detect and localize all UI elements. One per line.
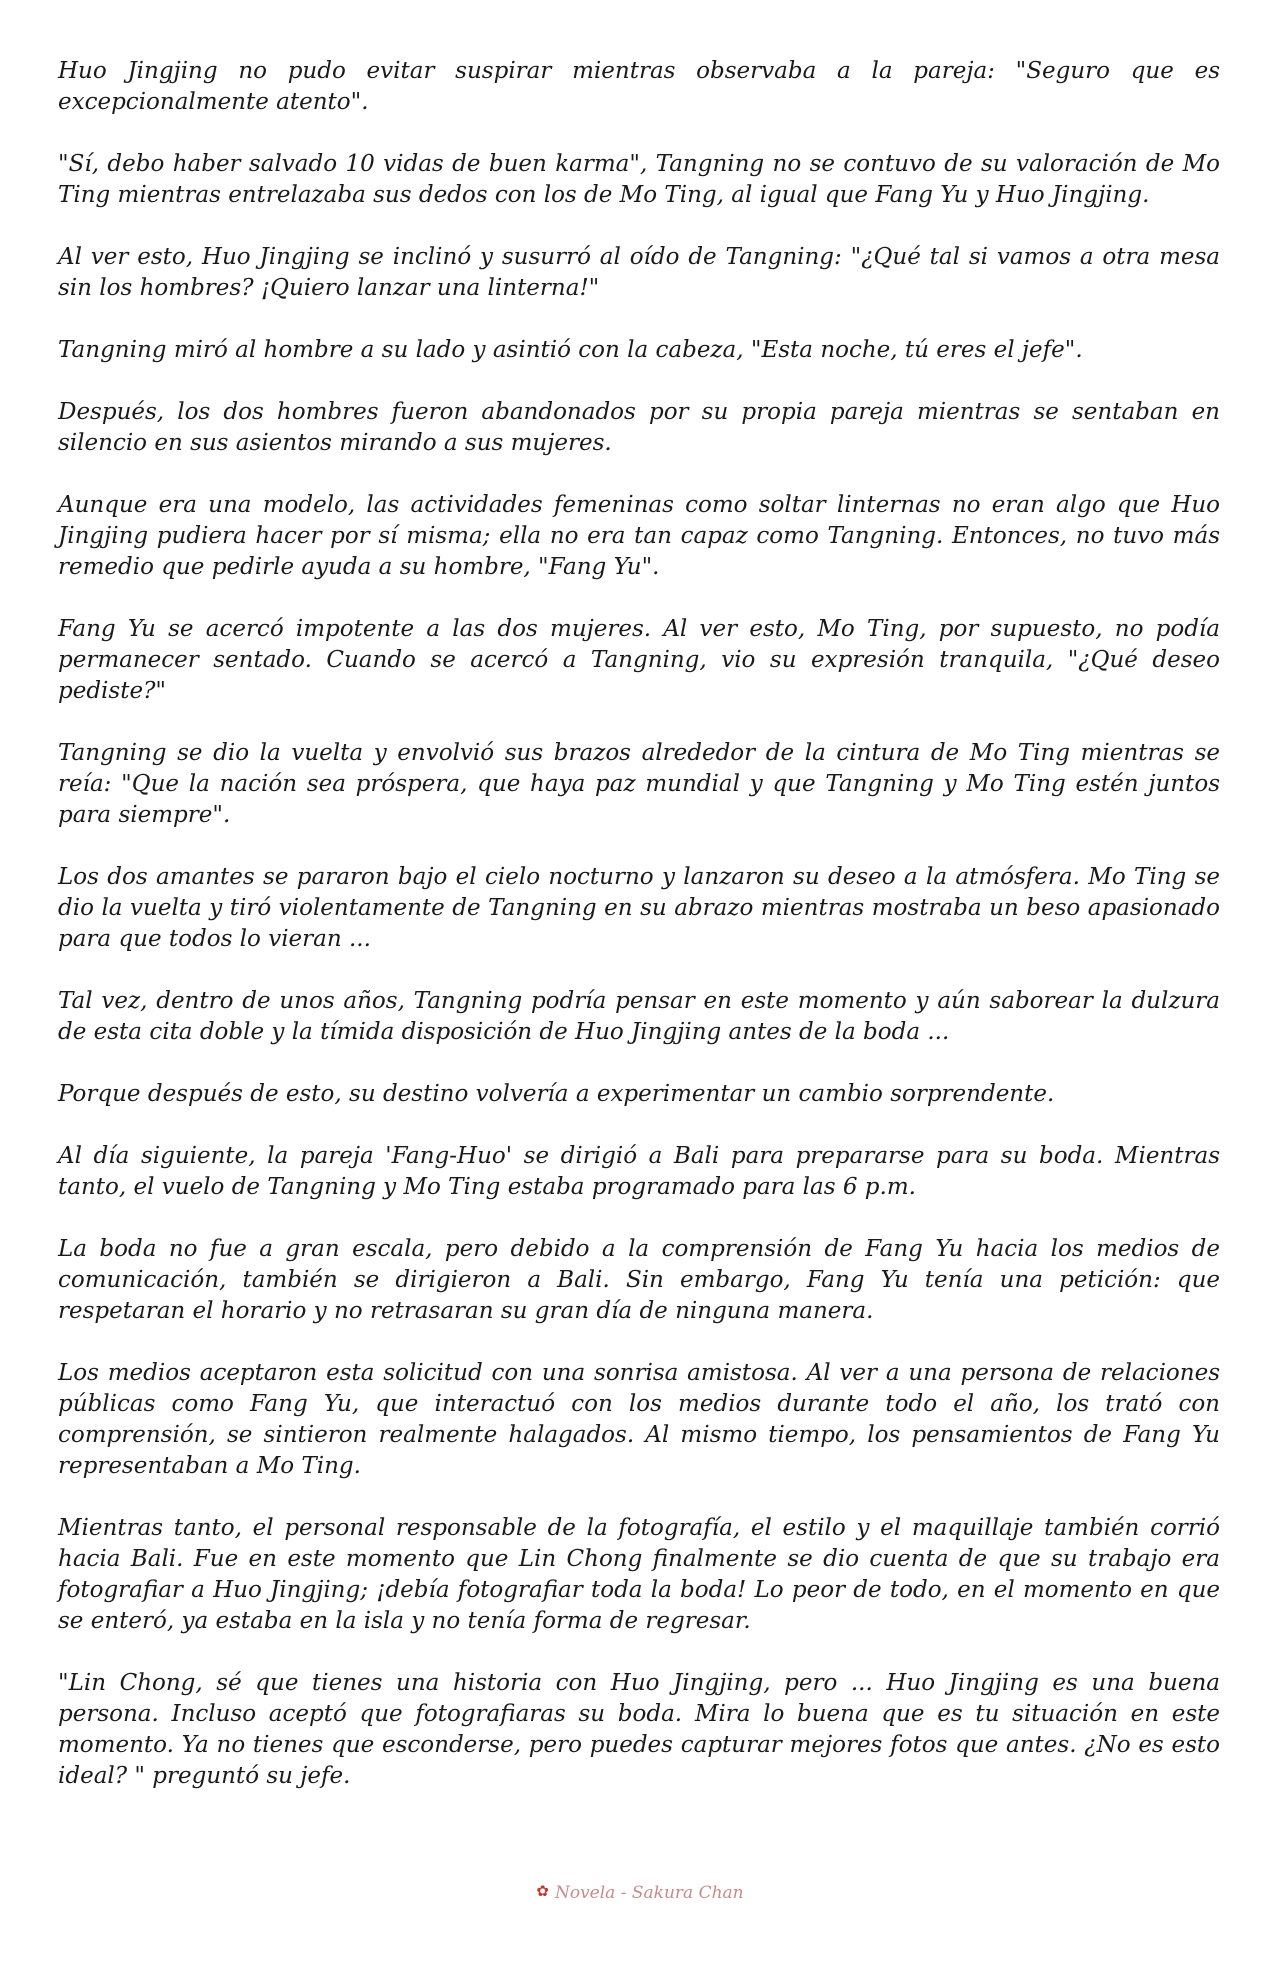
paragraph-15: Mientras tanto, el personal responsable de la fotografía, el estilo y el maquillaje también corrió hacia Bali. Fue en este momento que Lin Chong finalmente se dio cuenta de que su trabajo era fotografiar a Huo Jingjing; ¡debía fotografiar toda la boda! Lo peor de todo, en el momento en que se enteró, ya estaba en la isla y no tenía forma de regresar. [58, 1515, 1220, 1634]
paragraph-4: Tangning miró al hombre a su lado y asintió con la cabeza, "Esta noche, tú eres el jefe". [58, 337, 1083, 363]
watermark-text: Novela - Sakura Chan [554, 1883, 744, 1903]
paragraph-16: "Lin Chong, sé que tienes una historia con Huo Jingjing, pero ... Huo Jingjing es una buena persona. Incluso aceptó que fotografiaras su boda. Mira lo buena que es tu situación en este momento. Ya no tienes que esconderse, pero puedes capturar mejores fotos que antes. ¿No es esto ideal? " preguntó su jefe. [58, 1670, 1220, 1789]
paragraph-11: Porque después de esto, su destino volvería a experimentar un cambio sorprendente. [58, 1081, 1055, 1107]
document-body [58, 56, 1220, 1823]
paragraph-12: Al día siguiente, la pareja 'Fang-Huo' se dirigió a Bali para prepararse para su boda. Mientras tanto, el vuelo de Tangning y Mo Ting estaba programado para las 6 p.m. [58, 1143, 1220, 1200]
paragraph-6: Aunque era una modelo, las actividades femeninas como soltar linternas no eran algo que Huo Jingjing pudiera hacer por sí misma; ella no era tan capaz como Tangning. Entonces, no tuvo más remedio que pedirle ayuda a su hombre, "Fang Yu". [58, 492, 1220, 580]
footer-watermark [0, 1882, 1280, 1903]
paragraph-7: Fang Yu se acercó impotente a las dos mujeres. Al ver esto, Mo Ting, por supuesto, no podía permanecer sentado. Cuando se acercó a Tangning, vio su expresión tranquila, "¿Qué deseo pediste?" [58, 616, 1220, 704]
paragraph-8: Tangning se dio la vuelta y envolvió sus brazos alrededor de la cintura de Mo Ting mientras se reía: "Que la nación sea próspera, que haya paz mundial y que Tangning y Mo Ting estén juntos para siempre". [58, 740, 1220, 828]
paragraph-10: Tal vez, dentro de unos años, Tangning podría pensar en este momento y aún saborear la dulzura de esta cita doble y la tímida disposición de Huo Jingjing antes de la boda ... [58, 988, 1220, 1045]
paragraph-1: Huo Jingjing no pudo evitar suspirar mientras observaba a la pareja: "Seguro que es excepcionalmente atento". [58, 58, 1220, 115]
cherry-blossom-icon: ✿ [536, 1882, 549, 1900]
paragraph-9: Los dos amantes se pararon bajo el cielo nocturno y lanzaron su deseo a la atmósfera. Mo Ting se dio la vuelta y tiró violentamente de Tangning en su abrazo mientras mostraba un beso apasionado para que todos lo vieran ... [58, 864, 1220, 952]
paragraph-2: "Sí, debo haber salvado 10 vidas de buen karma", Tangning no se contuvo de su valoración de Mo Ting mientras entrelazaba sus dedos con los de Mo Ting, al igual que Fang Yu y Huo Jingjing. [58, 151, 1220, 208]
paragraph-13: La boda no fue a gran escala, pero debido a la comprensión de Fang Yu hacia los medios de comunicación, también se dirigieron a Bali. Sin embargo, Fang Yu tenía una petición: que respetaran el horario y no retrasaran su gran día de ninguna manera. [58, 1236, 1220, 1324]
paragraph-5: Después, los dos hombres fueron abandonados por su propia pareja mientras se sentaban en silencio en sus asientos mirando a sus mujeres. [58, 399, 1220, 456]
paragraph-3: Al ver esto, Huo Jingjing se inclinó y susurró al oído de Tangning: "¿Qué tal si vamos a otra mesa sin los hombres? ¡Quiero lanzar una linterna!" [58, 244, 1220, 301]
paragraph-14: Los medios aceptaron esta solicitud con una sonrisa amistosa. Al ver a una persona de relaciones públicas como Fang Yu, que interactuó con los medios durante todo el año, los trató con comprensión, se sintieron realmente halagados. Al mismo tiempo, los pensamientos de Fang Yu representaban a Mo Ting. [58, 1360, 1220, 1479]
